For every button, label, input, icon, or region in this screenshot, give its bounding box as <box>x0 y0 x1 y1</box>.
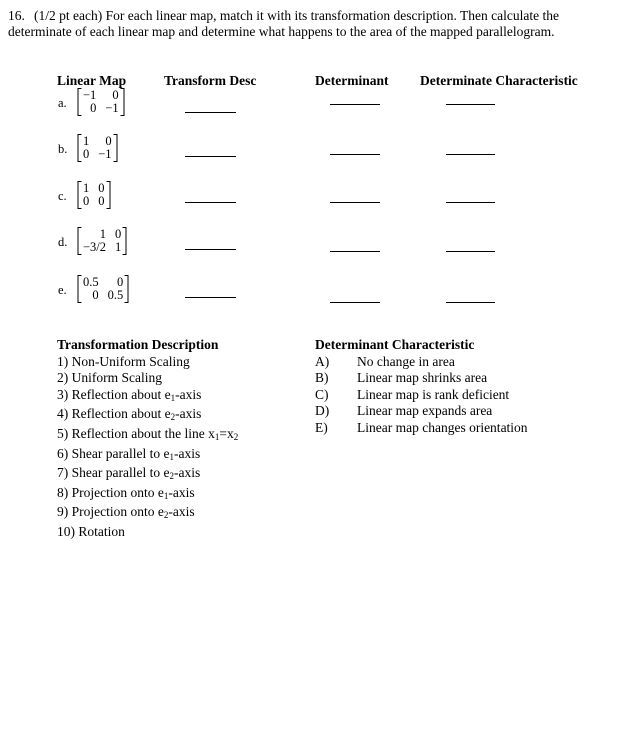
item-subscript: 2 <box>170 412 176 423</box>
transformation-item <box>57 465 238 485</box>
right-bracket <box>113 134 118 162</box>
matrix-entry: −1 <box>83 88 97 102</box>
matrix-entry: 0 <box>98 181 105 195</box>
item-text-suffix: -axis <box>173 445 201 461</box>
item-text-suffix: -axis <box>173 465 201 481</box>
transformation-item <box>57 370 238 387</box>
item-key: B) <box>315 370 329 386</box>
matrix-entry: 0 <box>105 134 112 148</box>
matrix-entry: 0 <box>112 88 119 102</box>
matrix-entry: −1 <box>98 147 112 161</box>
header-linear-map: Linear Map <box>57 73 127 88</box>
item-subscript: 1 <box>169 451 174 462</box>
transform-desc-blank[interactable] <box>185 156 236 157</box>
map-letter: c. <box>58 189 67 203</box>
matrix-entry: 0.5 <box>83 275 99 289</box>
matrix-entry: −3/2 <box>83 240 107 254</box>
transformation-item <box>57 354 238 371</box>
item-text: Shear parallel to e <box>71 465 170 481</box>
transformation-item <box>57 387 238 407</box>
item-subscript-2: 2 <box>233 431 239 442</box>
transformation-item <box>57 426 238 446</box>
item-number: 2) <box>57 370 69 386</box>
item-text: Shear parallel to e <box>71 445 170 461</box>
item-text-suffix: -axis <box>168 504 195 520</box>
item-subscript: 1 <box>163 490 169 501</box>
map-letter: a. <box>58 96 67 110</box>
transformation-item <box>57 406 238 426</box>
item-key: C) <box>315 386 329 402</box>
item-subscript: 1 <box>170 392 176 403</box>
item-text: Uniform Scaling <box>71 370 162 386</box>
transform-desc-blank[interactable] <box>185 249 236 250</box>
right-bracket <box>106 181 111 209</box>
item-number: 5) <box>57 425 69 441</box>
item-key: D) <box>315 403 330 419</box>
item-number: 3) <box>57 386 69 402</box>
determinant-blank[interactable] <box>330 104 380 105</box>
map-letter: d. <box>58 235 68 249</box>
header-determinate-characteristic: Determinate Characteristic <box>420 73 578 88</box>
item-text: Linear map expands area <box>357 403 493 419</box>
characteristic-item <box>315 387 528 404</box>
matrix-entry: 0 <box>92 288 99 302</box>
matrix <box>77 227 127 255</box>
transformation-item <box>57 504 238 524</box>
question-text: (1/2 pt each) For each linear map, match it with its transformation description. Then calculate the determinate of each linear map and determine what happens to the area of the mapped parallelogram. <box>8 8 559 39</box>
item-number: 4) <box>57 406 69 422</box>
item-text: Projection onto e <box>71 504 164 520</box>
item-subscript: 2 <box>169 471 174 482</box>
matrix <box>77 134 118 162</box>
transform-desc-blank[interactable] <box>185 202 236 203</box>
matrix <box>77 88 125 116</box>
item-number: 7) <box>57 465 69 481</box>
item-subscript: 2 <box>163 510 169 521</box>
transformation-description-title: Transformation Description <box>57 337 219 352</box>
matrix-entry: 1 <box>83 181 90 195</box>
determinant-blank[interactable] <box>330 302 380 303</box>
matrix-entry: 1 <box>83 134 90 148</box>
matrix-entry: 0.5 <box>107 288 124 302</box>
characteristic-blank[interactable] <box>446 154 495 155</box>
matrix-entry: 0 <box>90 101 97 115</box>
matrix <box>77 275 129 303</box>
characteristic-item <box>315 354 528 371</box>
item-text-suffix: -axis <box>175 406 202 422</box>
item-text: Linear map is rank deficient <box>357 386 510 402</box>
transformation-item <box>57 446 238 466</box>
transform-desc-blank[interactable] <box>185 297 236 298</box>
question-number: 16. <box>8 8 25 23</box>
item-number: 10) <box>57 523 75 539</box>
matrix-entry: 0 <box>115 227 122 241</box>
item-key: A) <box>315 353 330 369</box>
determinant-characteristic-title: Determinant Characteristic <box>315 337 475 352</box>
transformation-item <box>57 485 238 505</box>
header-determinant: Determinant <box>315 73 389 88</box>
characteristic-blank[interactable] <box>446 251 495 252</box>
matrix-entry: 0 <box>83 194 90 208</box>
map-letter: b. <box>58 142 68 156</box>
item-text: Rotation <box>78 523 125 539</box>
header-transform-desc: Transform Desc <box>164 73 257 88</box>
item-text: Reflection about e <box>71 386 171 402</box>
characteristic-blank[interactable] <box>446 104 495 105</box>
transformation-description-list <box>57 337 238 541</box>
determinant-blank[interactable] <box>330 251 380 252</box>
determinant-characteristic-list <box>315 337 528 437</box>
right-bracket <box>124 275 129 303</box>
characteristic-item <box>315 370 528 387</box>
transform-desc-blank[interactable] <box>185 112 236 113</box>
determinant-blank[interactable] <box>330 154 380 155</box>
item-key: E) <box>315 419 328 435</box>
determinant-blank[interactable] <box>330 202 380 203</box>
item-subscript: 1 <box>214 431 220 442</box>
item-text: Projection onto e <box>71 484 164 500</box>
item-text-suffix: -axis <box>168 484 195 500</box>
matrix-entry: 0 <box>83 147 90 161</box>
item-text-suffix: -axis <box>175 386 202 402</box>
item-text: Non-Uniform Scaling <box>71 353 190 369</box>
characteristic-blank[interactable] <box>446 202 495 203</box>
item-text: Linear map changes orientation <box>357 419 528 435</box>
matrix-entry: 0 <box>98 194 105 208</box>
characteristic-item <box>315 403 528 420</box>
item-number: 8) <box>57 484 69 500</box>
map-letter: e. <box>58 283 67 297</box>
transformation-item <box>57 524 238 541</box>
item-text: Reflection about the line x <box>71 425 215 441</box>
item-number: 1) <box>57 353 69 369</box>
item-text-mid: =x <box>219 425 234 441</box>
right-bracket <box>122 227 127 255</box>
item-number: 9) <box>57 504 69 520</box>
item-text: No change in area <box>357 353 455 369</box>
item-text: Reflection about e <box>71 406 171 422</box>
matrix-entry: 0 <box>117 275 124 289</box>
matrix-entry: −1 <box>105 101 119 115</box>
matrix-entry: 1 <box>115 240 122 254</box>
right-bracket <box>120 88 125 116</box>
item-text: Linear map shrinks area <box>357 370 488 386</box>
matrix <box>77 181 111 209</box>
characteristic-item <box>315 420 528 437</box>
question-text-block <box>8 8 608 40</box>
item-number: 6) <box>57 445 69 461</box>
characteristic-blank[interactable] <box>446 302 495 303</box>
matrix-entry: 1 <box>99 227 107 241</box>
